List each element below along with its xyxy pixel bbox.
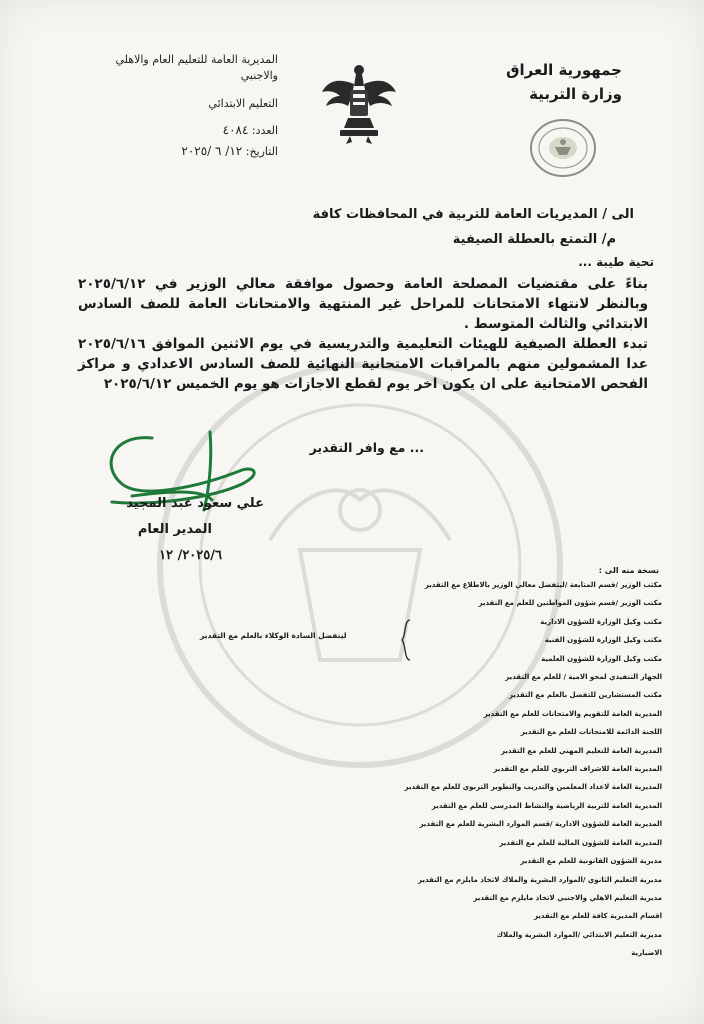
greeting: تحية طيبة ... [578, 255, 654, 269]
paragraph-1: بناءً على مقتضيات المصلحة العامة وحصول موافقة معالي الوزير في ٢٠٢٥/٦/١٢ وبالنظر لانتهاء الامتحانات للمراحل غير المنتهية والامتحانات العامة للصف السادس الابتدائي والثالث المتوسط . [78, 276, 648, 332]
copy-recipient-item: المديرية العامة للتربية الرياضية والنشاط المدرسي للعلم مع التقدير [431, 801, 662, 810]
directorate-line-1: المديرية العامة للتعليم العام والاهلي [115, 53, 278, 66]
curly-brace-icon [400, 618, 414, 662]
iraq-eagle-emblem-icon [320, 56, 398, 146]
copy-recipient-item: اللجنة الدائمة للامتحانات للعلم مع التقدير [520, 728, 662, 737]
date-row [78, 143, 278, 160]
copy-recipient-item: مكتب وكيل الوزارة للشؤون الادارية [540, 617, 662, 626]
paragraph-2: تبدء العطلة الصيفية للهيئات التعليمية والتدريسية في يوم الاثنين الموافق ٢٠٢٥/٦/١٦ عدا المشمولين منهم بالمراقبات الامتحانية النهائية للصف السادس الاعدادي و مراكز الفحص الامتحانية على ان يكون اخر يوم لقطع الاجازات هو يوم الخميس ٢٠٢٥/٦/١٢ [78, 336, 648, 392]
number-row [78, 122, 278, 139]
copy-recipient-item: المديرية العامة للتقويم والامتحانات للعلم مع التقدير [483, 709, 662, 718]
signature-date: ٢٠٢٥/٦/ ١٢ [159, 548, 222, 563]
ministry-title: وزارة التربية [529, 85, 622, 103]
signatory-name: علي سعود عبد المجيد [126, 496, 264, 511]
copy-recipient-item: مديرية التعليم الثانوي /الموارد البشرية والملاك لاتخاذ مايلزم مع التقدير [418, 875, 662, 884]
copy-recipient-item: مكتب المستشارين للتفضل بالعلم مع التقدير [508, 691, 662, 700]
copy-recipient-item: الاضبارية [631, 949, 662, 958]
letter-body [78, 274, 648, 394]
republic-title: جمهورية العراق [506, 61, 622, 79]
recipient-line: الى / المديريات العامة للتربية في المحافظات كافة [312, 207, 634, 222]
number-label: العدد: [251, 124, 278, 137]
date-value: ١٢/ ٦ /٢٠٢٥ [181, 144, 243, 158]
ministry-header [462, 58, 622, 106]
copy-recipient-item: مكتب وكيل الوزارة للشؤون العلمية [541, 654, 662, 663]
copy-recipient-item: مديرية الشؤون القانونية للعلم مع التقدير [520, 857, 662, 866]
copy-recipient-item: مديرية التعليم الاهلي والاجنبي لاتخاذ مايلزم مع التقدير [473, 893, 662, 902]
directorate-line-2: والاجنبي [240, 69, 278, 82]
copy-recipient-item: المديرية العامة للشؤون المالية للعلم مع التقدير [499, 838, 662, 847]
copy-recipient-item: المديرية العامة للشؤون الادارية /قسم الموارد البشرية للعلم مع التقدير [419, 820, 662, 829]
subject-line: م/ التمتع بالعطلة الصيفية [452, 232, 616, 247]
copy-recipient-item: مكتب الوزير /قسم شؤون المواطنين للعلم مع التقدير [478, 599, 662, 608]
deputies-note: ليتفضل السادة الوكلاء بالعلم مع التقدير [200, 631, 347, 640]
directorate-header [78, 52, 278, 160]
copy-recipient-item: مكتب الوزير /قسم المتابعة /ليتفضل معالي الوزير بالاطلاع مع التقدير [424, 581, 662, 589]
copies-heading: نسخة منه الى : [598, 566, 659, 575]
copy-recipient-item: المديرية العامة لاعداد المعلمين والتدريب والتطوير التربوي للعلم مع التقدير [404, 783, 662, 792]
copy-recipient-item: مكتب وكيل الوزارة للشؤون الفنية [544, 636, 662, 645]
number-value: ٤٠٨٤ [222, 123, 249, 137]
department-label: التعليم الابتدائي [208, 97, 278, 110]
date-label: التاريخ: [245, 145, 278, 158]
ministry-seal-icon [527, 117, 599, 179]
copy-recipient-item: مديرية التعليم الابتدائي /الموارد البشرية والملاك [496, 930, 662, 939]
copy-recipient-item: الجهاز التنفيذي لمحو الامية / للعلم مع التقدير [505, 673, 662, 682]
copy-recipient-item: المديرية العامة للاشراف التربوي للعلم مع التقدير [493, 765, 662, 774]
closing-line: ... مع وافر التقدير [309, 440, 424, 455]
copy-recipient-item: المديرية العامة للتعليم المهني للعلم مع التقدير [500, 746, 662, 755]
signatory-title: المدير العام [137, 522, 212, 537]
copy-recipient-item: اقسام المديرية كافة للعلم مع التقدير [533, 912, 662, 921]
